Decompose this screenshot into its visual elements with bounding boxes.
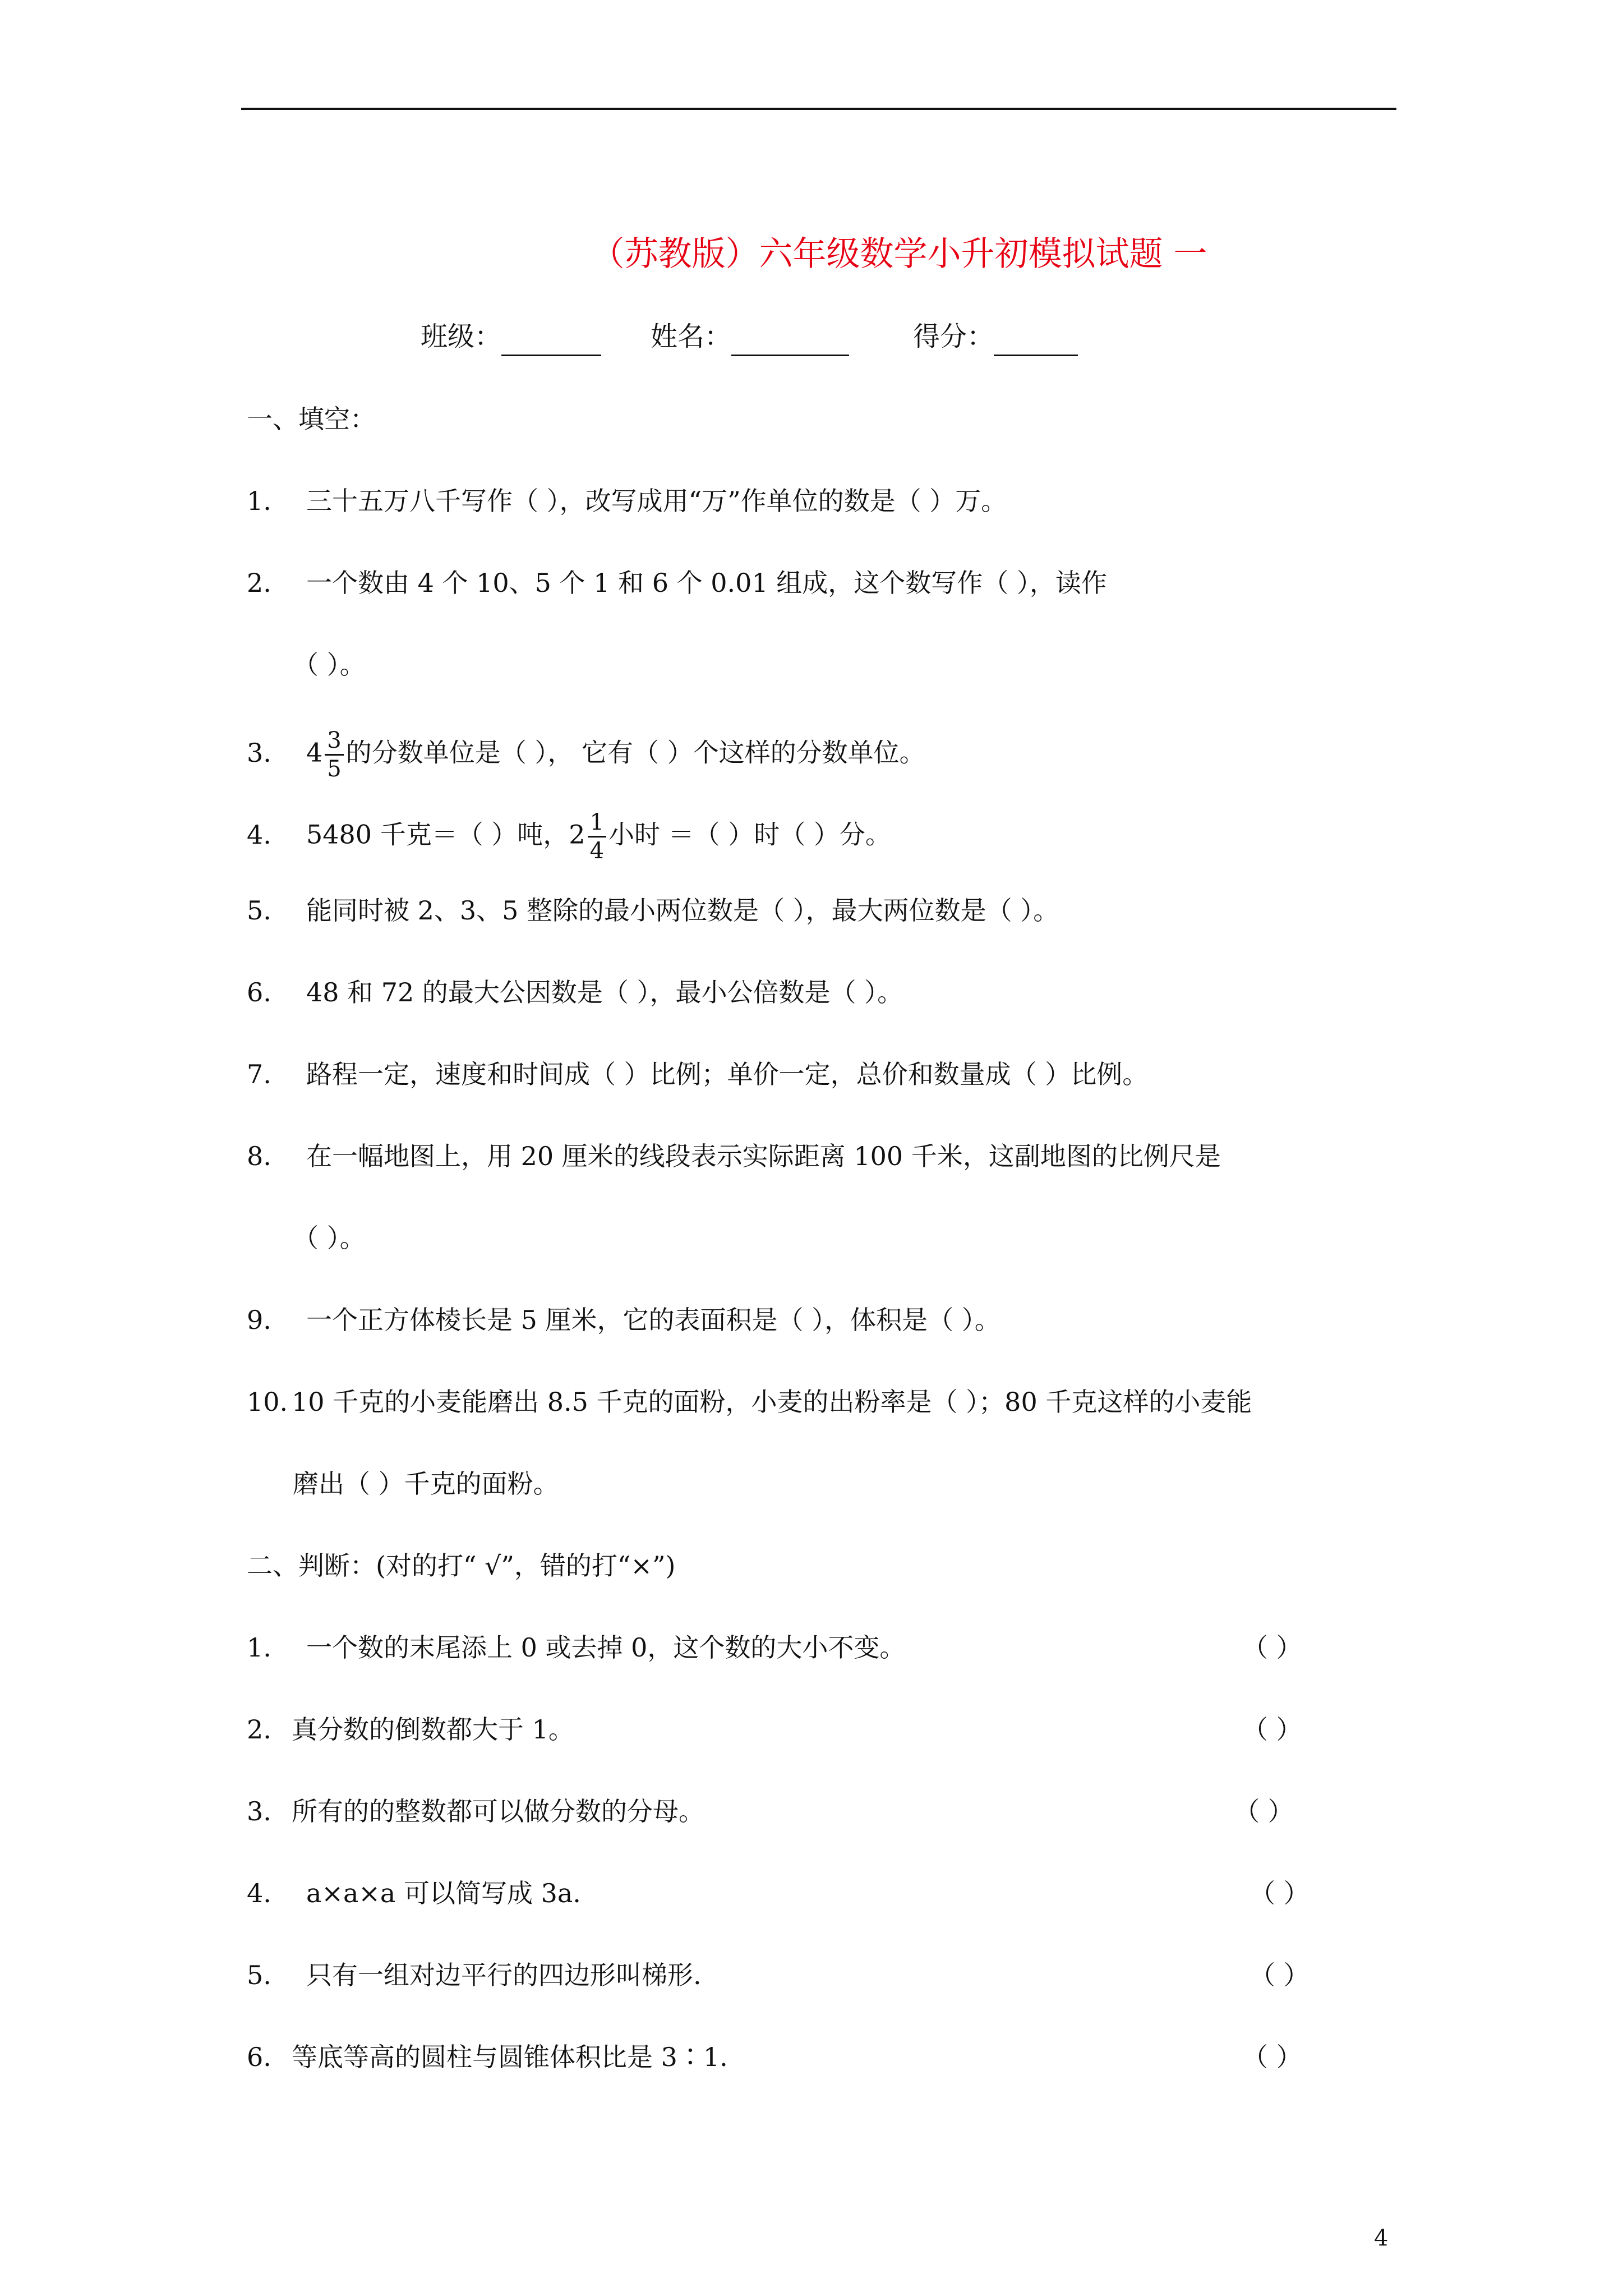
name-blank[interactable]	[731, 325, 849, 356]
question-8-cont: （ ）。	[293, 1223, 366, 1253]
judge-item-2: 2. 真分数的倒数都大于 1。	[247, 1714, 574, 1745]
fraction-3-5: $\frac{3}{5}$	[325, 727, 343, 783]
question-9: 9. 一个正方体棱长是 5 厘米，它的表面积是（ ），体积是（ ）。	[247, 1305, 1000, 1335]
judge-item-3: 3. 所有的的整数都可以做分数的分母。	[247, 1796, 704, 1826]
judge-item-1: 1. 一个数的末尾添上 0 或去掉 0，这个数的大小不变。	[247, 1632, 906, 1663]
score-blank[interactable]	[994, 325, 1078, 356]
judge-answer-2[interactable]: （ ）	[1242, 1714, 1302, 1745]
question-8: 8. 在一幅地图上，用 20 厘米的线段表示实际距离 100 千米，这副地图的比例尺是	[247, 1141, 1221, 1171]
page-title: （苏教版）六年级数学小升初模拟试题 一	[591, 234, 1207, 274]
judge-answer-1[interactable]: （ ）	[1242, 1632, 1302, 1663]
question-10-cont: 磨出（ ）千克的面粉。	[293, 1469, 559, 1499]
question-7: 7. 路程一定，速度和时间成（ ）比例；单价一定，总价和数量成（ ）比例。	[247, 1059, 1149, 1089]
score-field: 得分：	[913, 317, 1078, 356]
question-2: 2. 一个数由 4 个 10、5 个 1 和 6 个 0.01 组成，这个数写作（ ），读作	[247, 568, 1107, 598]
question-6: 6. 48 和 72 的最大公因数是（ ），最小公倍数是（ ）。	[247, 977, 903, 1007]
judge-answer-4[interactable]: （ ）	[1249, 1878, 1310, 1908]
question-10: 10. 10 千克的小麦能磨出 8.5 千克的面粉，小麦的出粉率是（ ）；80 千克这样的小麦能	[247, 1387, 1252, 1417]
question-2-cont: （ ）。	[293, 650, 366, 680]
class-blank[interactable]	[501, 325, 601, 356]
header-rule	[241, 108, 1396, 110]
question-5: 5. 能同时被 2、3、5 整除的最小两位数是（ ），最大两位数是（ ）。	[247, 895, 1059, 926]
judge-item-5: 5. 只有一组对边平行的四边形叫梯形.	[247, 1960, 702, 1990]
judge-answer-6[interactable]: （ ）	[1242, 2042, 1302, 2072]
judge-answer-5[interactable]: （ ）	[1249, 1960, 1310, 1990]
section1-heading: 一、填空：	[247, 404, 376, 434]
judge-answer-3[interactable]: （ ）	[1234, 1796, 1294, 1826]
page-number: 4	[1374, 2225, 1389, 2251]
question-4: 4. 5480 千克＝（ ）吨，2 $\frac{1}{4}$ 小时 ＝（ ）时（ ）分。	[247, 809, 891, 864]
class-field: 班级：	[421, 317, 601, 356]
fraction-1-4: $\frac{1}{4}$	[588, 809, 606, 864]
section2-heading: 二、判断：(对的打“ √”，错的打“×”)	[247, 1550, 676, 1581]
name-field: 姓名：	[651, 317, 849, 356]
judge-item-4: 4. a×a×a 可以简写成 3a.	[247, 1878, 581, 1908]
question-1: 1. 三十五万八千写作（ ），改写成用“万”作单位的数是（ ）万。	[247, 486, 1007, 516]
judge-item-6: 6. 等底等高的圆柱与圆锥体积比是 3∶1.	[247, 2042, 728, 2072]
question-3: 3. 4 $\frac{3}{5}$ 的分数单位是（ ）， 它有（ ）个这样的分数单位。	[247, 728, 925, 782]
